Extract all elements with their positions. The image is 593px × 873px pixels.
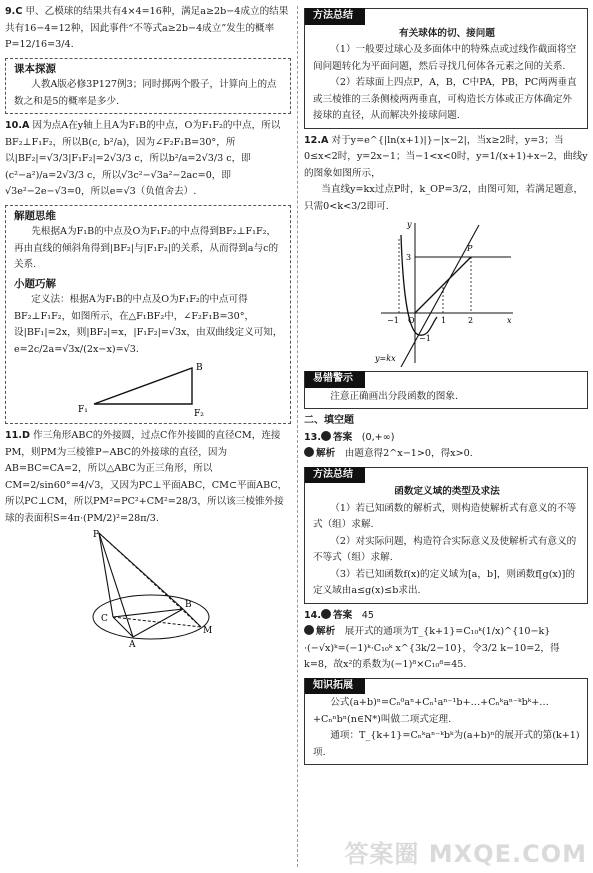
triangle-shape [94,368,192,404]
q13-answer-value: (0,+∞) [361,431,395,443]
base-triangle [113,609,183,637]
explain-icon [304,447,314,457]
method-title-2: 方法总结 [305,467,365,484]
method-title-1: 方法总结 [305,8,365,25]
warning-text: 注意正确画出分段函数的图象. [330,390,459,402]
textbook-source-box [5,58,291,115]
method-box-1 [304,8,588,129]
method-box-2 [304,467,588,604]
function-graph [371,217,521,367]
warning-title: 易错警示 [305,371,365,388]
fig-label-b2: B [185,600,192,610]
q13-explain [304,446,588,463]
q9-text: 甲、乙模球的结果共有4×4=16种，满足a≥2b−4成立的结果共有16−4=12种，因此事件“不等式a≥2b−4成立”发生的概率P=12/16=3/4. [5,6,289,50]
edge-bm [183,609,201,627]
q11-number: 11.D [5,430,30,441]
method-subtitle-2: 函数定义域的类型及求法 [394,486,500,497]
q12-number: 12.A [304,134,329,146]
method1-p2: （2）若球面上四点P，A，B，C中PA，PB，PC两两垂直或三棱锥的三条侧棱两两垂直，可构造长方体或正方体确定外接球的直径，从而解决外接球问题. [313,77,577,121]
trick-title: 小题巧解 [14,277,56,290]
q10-number: 10.A [5,120,30,131]
q14-answer-label: 答案 [333,609,353,621]
fig-label-b: B [196,363,203,373]
fig-label-m: M [203,626,213,636]
method2-p2: （2）对实际问题，构造符合实际意义及使解析式有意义的不等式（组）求解. [313,535,577,563]
q14-explain-label: 解析 [316,626,336,637]
q14-explain [304,624,588,674]
column-divider [297,6,298,867]
q13-number: 13. [304,431,321,443]
q14-answer [304,608,588,625]
thinking-title: 解题思维 [14,209,56,222]
q13-answer-label: 答案 [333,431,353,443]
label-neg1-y: −1 [419,334,431,343]
fig-label-a: A [129,640,136,649]
method2-p3: （3）若已知函数f(x)的定义域为[a，b]，则函数f[g(x)]的定义域由a≤g(x)≤b求出. [313,568,575,596]
q12-text1: 对于y=e^{|ln(x+1)|}−|x−2|，当x≥2时，y=3；当0≤x<2时，y=2x−1；当−1<x<0时，y=1/(x+1)+x−2，曲线y的图象如图所示， [304,134,588,179]
diameter-cm [113,617,201,627]
q13-answer [304,430,588,447]
label-3: 3 [406,253,412,262]
fig-label-f1: F₁ [78,405,88,415]
section-fill-blank: 二、填空题 [304,415,354,426]
answer-icon [321,609,331,619]
q14-answer-value: 45 [361,609,374,621]
edge-pc [99,533,113,617]
label-ykx: y=kx [375,354,396,363]
q9-number: 9.C [5,6,23,17]
right-column [304,4,588,769]
watermark-logo: 答案圈 MXQE.COM [344,840,587,868]
label-1: 1 [441,316,447,325]
knowledge-p2: 通项：T_{k+1}=Cₙᵏaⁿ⁻ᵏbᵏ为(a+b)ⁿ的展开式的第(k+1)项. [313,730,580,758]
fig-label-p: P [93,530,100,540]
q11 [5,428,291,527]
q9 [5,4,291,54]
q11-text: 作三角形ABC的外接圆，过点C作外接圆的直径CM，连接PM，则PM为三棱锥P−ABC的外接球的直径，因为AB=BC=CA=2，所以△ABC为正三角形，所以CM=2/sin60°=4/√3，又因为PC⊥平面ABC，CM⊂平面ABC，所以PC⊥CM，所以PM²=PC²+CM²=28/3，所以该三棱锥外接球的表面积S=4π·(PM/2)²=28π/3. [5,430,288,524]
method2-p1: （1）若已知函数的解析式，则构造使解析式有意义的不等式（组）求解. [313,502,577,530]
textbook-source-text: 人教A版必修3P127例3；同时掷两个骰子，计算向上的点数之和是5的概率是多少. [14,79,277,107]
pyramid-figure [73,529,223,649]
thinking-text: 先根据A为F₁B的中点及O为F₁F₂的中点得到BF₂⊥F₁F₂，再由直线的倾斜角得到|BF₂|与|F₁F₂|的关系，从而得到a与c的关系. [14,226,279,270]
label-neg1-x: −1 [387,316,399,325]
q10-text: 因为点A在y轴上且A为F₁B的中点，O为F₁F₂的中点，所以BF₂⊥F₁F₂，所以B(c, b²/a)，因为∠F₂F₁B=30°，所以|BF₂|=√3/3|F₁F₂|=2√3/3 c，所以b²/a=2√3/3 c，即(c²−a²)/a=2√3/3 c，所以√3c²−√3a²−2ac=0，即√3e²−2e−√3=0，所以e=√3（负值舍去）. [5,120,281,197]
method-subtitle-1: 有关球体的切、接问题 [399,27,495,39]
left-column [5,4,291,651]
textbook-source-title: 课本探源 [14,62,56,75]
label-x: x [507,316,512,325]
knowledge-title: 知识拓展 [305,678,365,695]
method1-p1: （1）一般要过球心及多面体中的特殊点或过线作截面将空间问题转化为平面问题，然后寻找几何体各元素之间的关系. [313,44,577,72]
q12-text2: 当直线y=kx过点P时，k_OP=3/2，由图可知，若满足题意，只需0<k<3/2即可. [304,184,584,212]
label-2: 2 [468,316,474,325]
q13-explain-text: 由题意得2^x−1>0，得x>0. [344,448,473,459]
label-o: O [408,316,415,325]
fig-label-f2: F₂ [194,409,204,418]
triangle-figure [74,360,224,418]
q12 [304,133,588,183]
q13-explain-label: 解析 [316,448,336,459]
thinking-box [5,205,291,425]
q10 [5,118,291,201]
knowledge-box [304,678,588,766]
curve-left-branch [401,235,437,335]
fig-label-c: C [101,614,108,624]
knowledge-p1: 公式(a+b)ⁿ=Cₙ⁰aⁿ+Cₙ¹aⁿ⁻¹b+…+Cₙᵏaⁿ⁻ᵏbᵏ+…+Cₙⁿbⁿ(n∈N*)叫做二项式定理. [313,697,549,725]
label-y: y [407,220,412,229]
q14-number: 14. [304,609,321,621]
label-p: P [467,244,473,253]
q14-explain-text: 展开式的通项为T_{k+1}=C₁₀ᵏ(1/x)^{10−k}·(−√x)ᵏ=(−1)ᵏ·C₁₀ᵏ x^{3k/2−10}，令3/2 k−10=2，得k=8，故x²的系数为(−1)⁸×C₁₀⁸=45. [304,626,560,670]
answer-icon [321,431,331,441]
explain-icon [304,625,314,635]
warning-box [304,371,588,409]
trick-text: 定义法：根据A为F₁B的中点及O为F₁F₂的中点可得BF₂⊥F₁F₂，如图所示，在△F₁BF₂中，∠F₂F₁B=30°，设|BF₁|=2x，则|BF₂|=x，|F₁F₂|=√3x，由双曲线定义可知，e=2c/2a=√3x/(2x−x)=√3. [14,294,283,355]
